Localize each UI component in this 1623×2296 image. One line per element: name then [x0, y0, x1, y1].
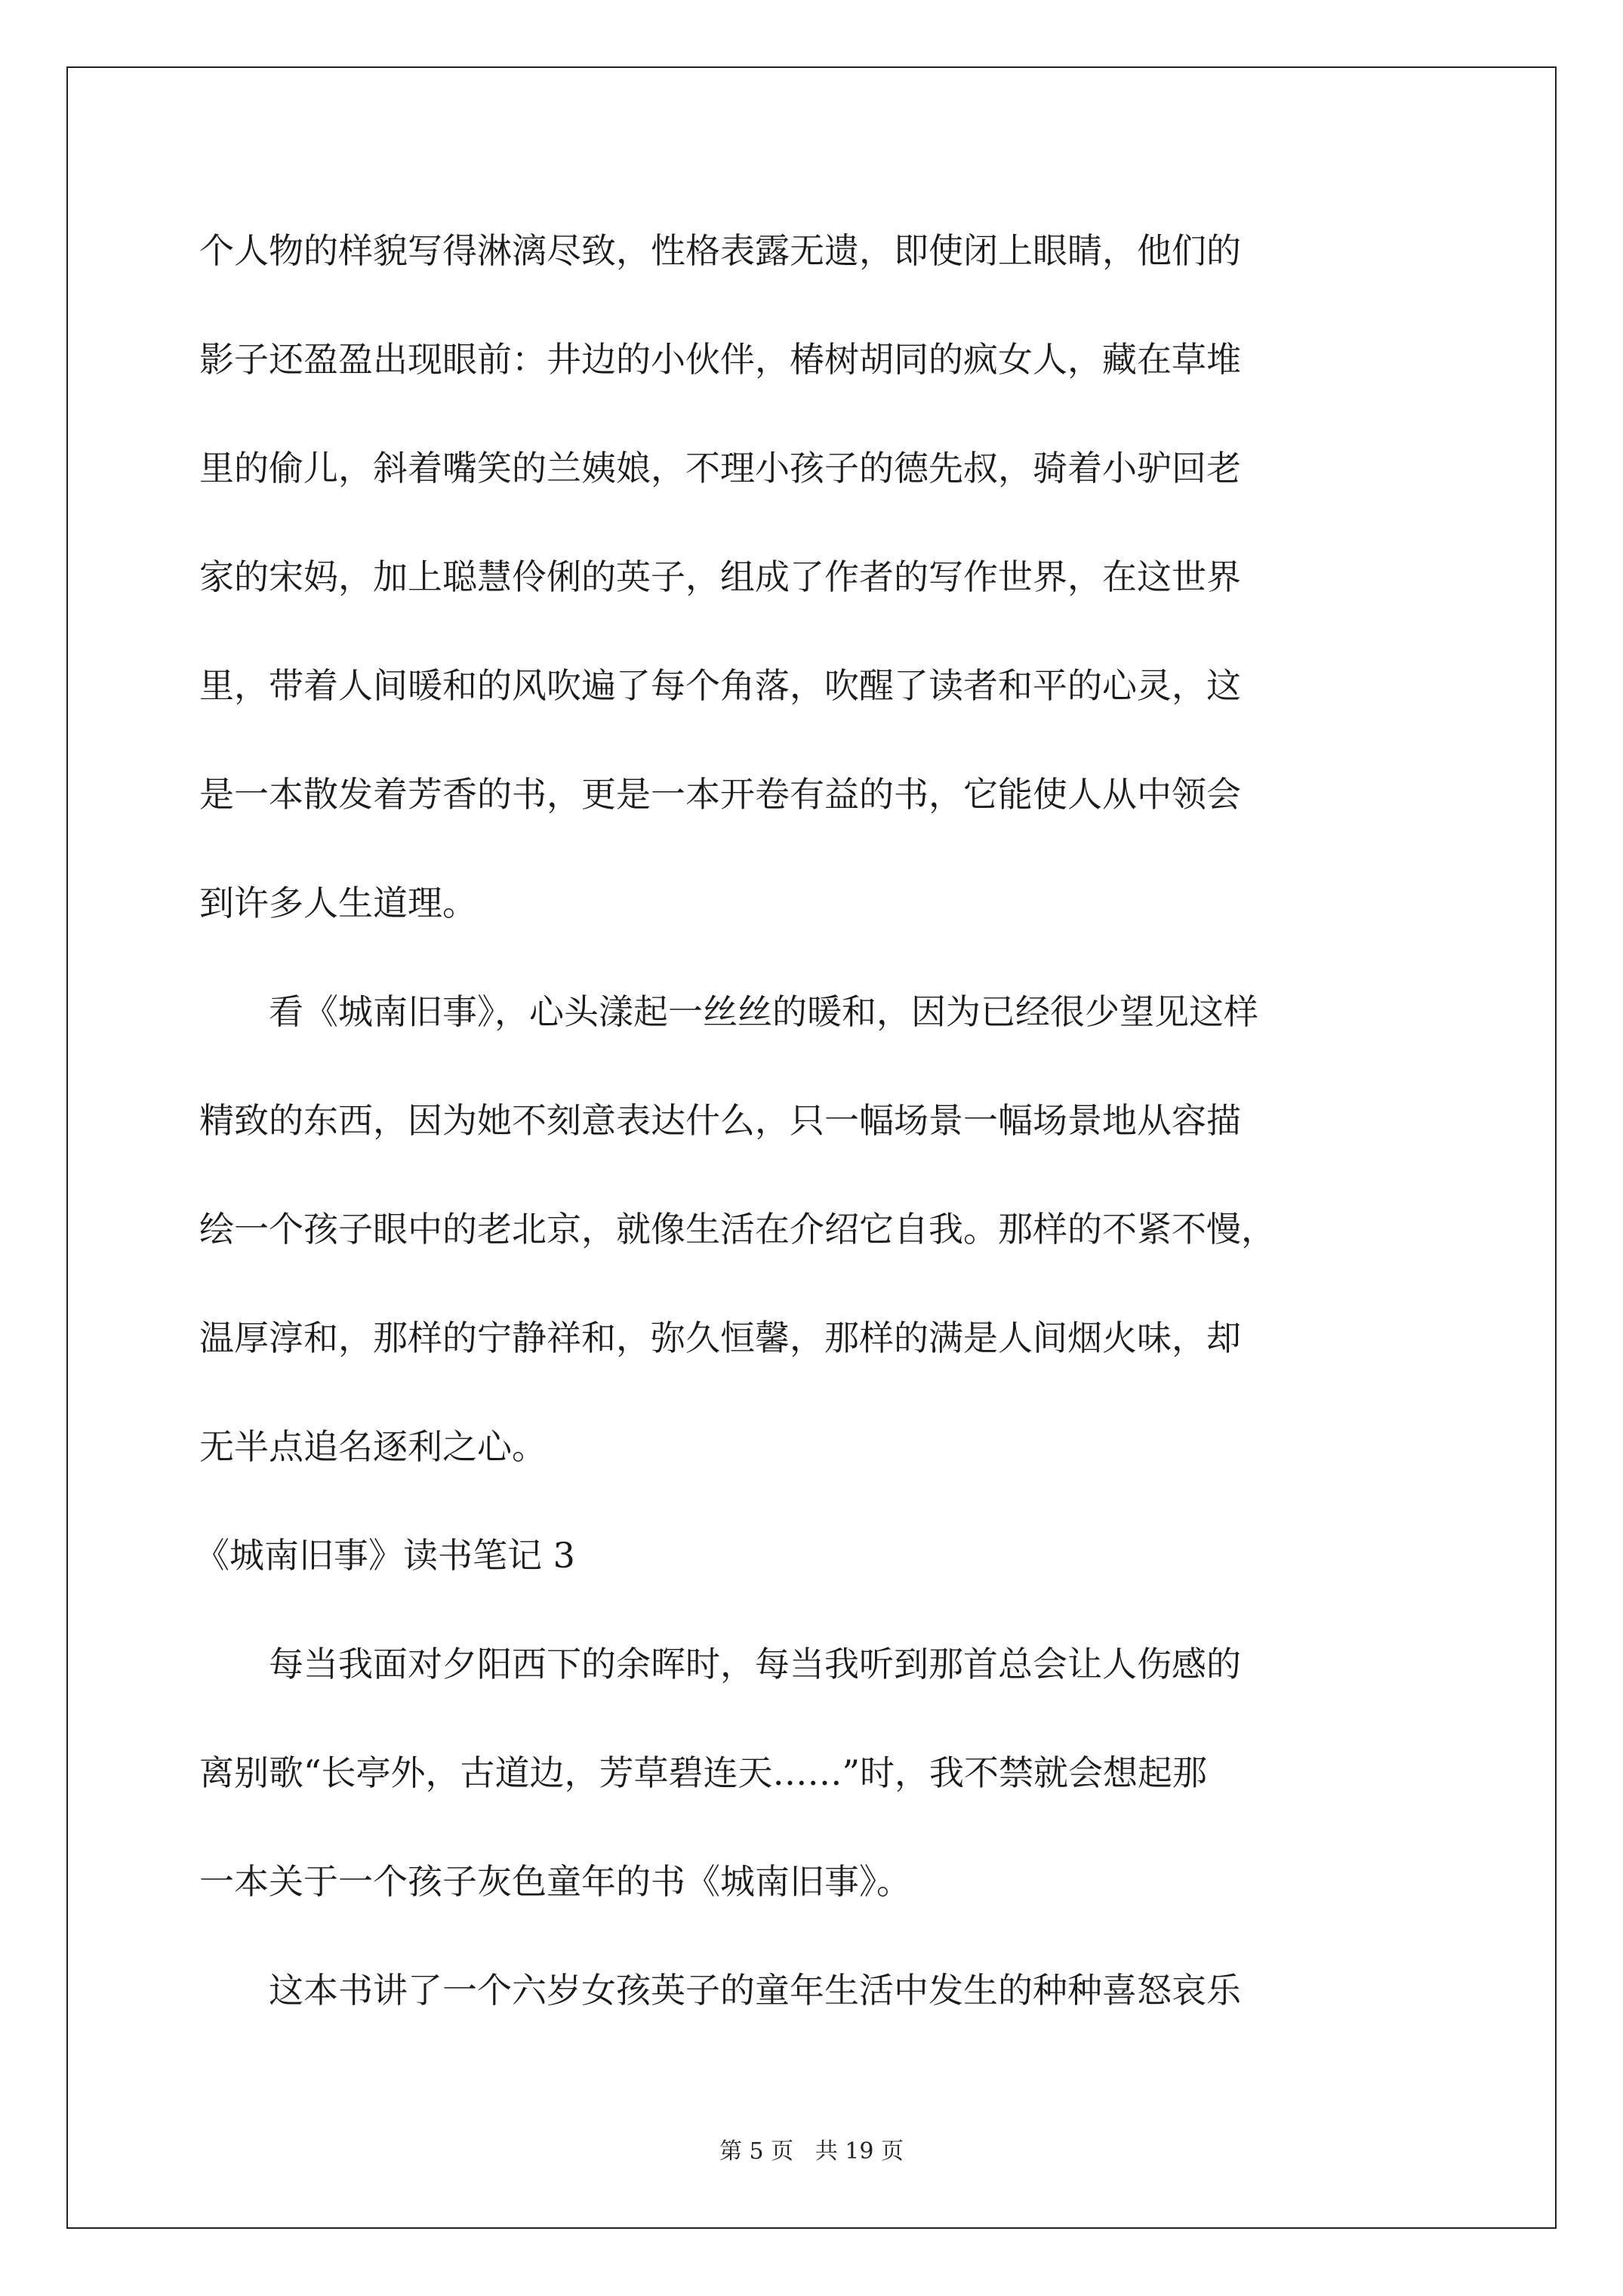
footer-spacer: [793, 2138, 815, 2165]
page-border: [66, 66, 1557, 2229]
body-line: 温厚淳和，那样的宁静祥和，弥久恒馨，那样的满是人间烟火味，却: [199, 1318, 1241, 1358]
page-number: 第 5 页: [719, 2138, 794, 2165]
body-line: 里，带着人间暖和的风吹遍了每个角落，吹醒了读者和平的心灵，这: [199, 665, 1241, 706]
body-line: 里的偷儿，斜着嘴笑的兰姨娘，不理小孩子的德先叔，骑着小驴回老: [199, 448, 1241, 488]
body-line: 精致的东西，因为她不刻意表达什么，只一幅场景一幅场景地从容描: [199, 1100, 1241, 1141]
body-line: 家的宋妈，加上聪慧伶俐的英子，组成了作者的写作世界，在这世界: [199, 556, 1241, 597]
body-line: 到许多人生道理。: [199, 883, 477, 923]
paragraph-first-line: 看《城南旧事》，心头漾起一丝丝的暖和，因为已经很少望见这样: [269, 991, 1258, 1032]
body-line: 离别歌“长亭外，古道边，芳草碧连天……”时，我不禁就会想起那: [199, 1752, 1208, 1793]
body-line: 一本关于一个孩子灰色童年的书《城南旧事》。: [199, 1861, 911, 1902]
paragraph-first-line: 这本书讲了一个六岁女孩英子的童年生活中发生的种种喜怒哀乐: [269, 1970, 1241, 2011]
paragraph-first-line: 每当我面对夕阳西下的余晖时，每当我听到那首总会让人伤感的: [269, 1644, 1241, 1684]
body-line: 是一本散发着芳香的书，更是一本开卷有益的书，它能使人从中领会: [199, 774, 1241, 815]
body-line: 无半点追名逐利之心。: [199, 1426, 547, 1467]
body-line: 影子还盈盈出现眼前：井边的小伙伴，椿树胡同的疯女人，藏在草堆: [199, 339, 1241, 380]
page-footer: [0, 2137, 1623, 2167]
page-total: 共 19 页: [815, 2138, 904, 2165]
section-heading: 《城南旧事》读书笔记 3: [195, 1535, 575, 1576]
body-line: 绘一个孩子眼中的老北京，就像生活在介绍它自我。那样的不紧不慢，: [199, 1209, 1276, 1250]
body-line: 个人物的样貌写得淋漓尽致，性格表露无遗，即使闭上眼睛，他们的: [199, 230, 1241, 271]
